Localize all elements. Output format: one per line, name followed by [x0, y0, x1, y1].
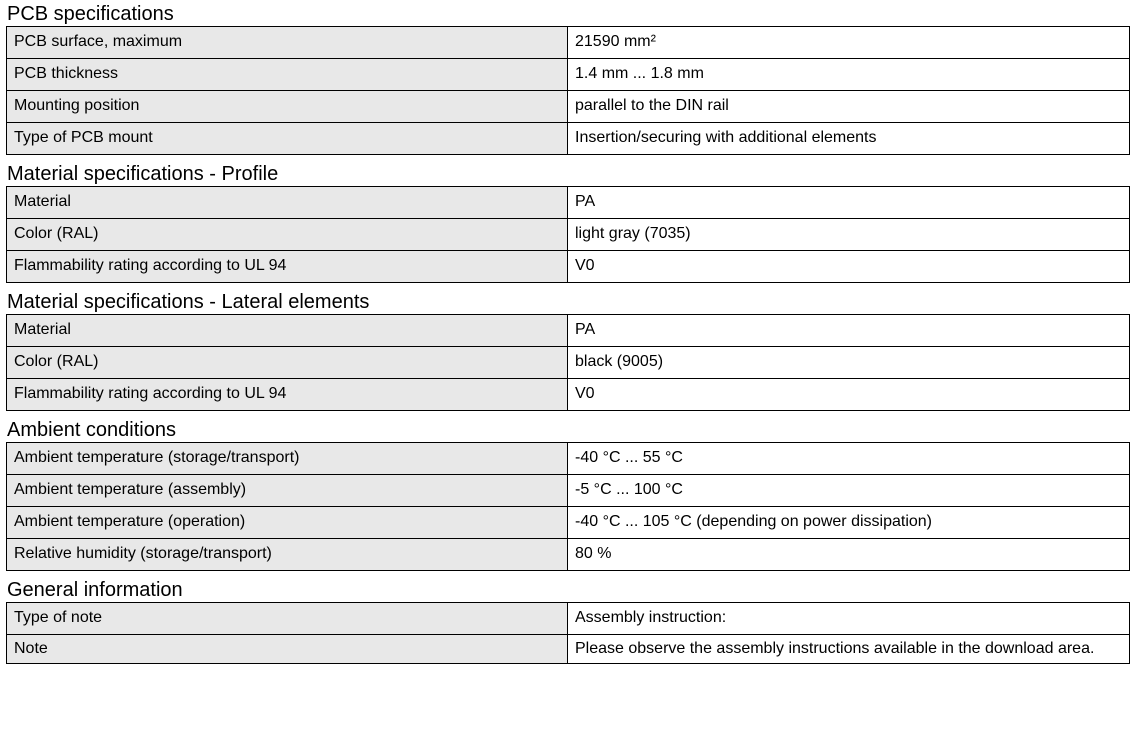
row-label: Material	[7, 187, 568, 219]
table-row	[7, 27, 1130, 59]
row-label: Ambient temperature (storage/transport)	[7, 443, 568, 475]
table-row	[7, 475, 1130, 507]
table-material-lateral	[6, 314, 1130, 411]
table-row	[7, 315, 1130, 347]
row-value: 80 %	[568, 539, 1130, 571]
section-title-material-profile: Material specifications - Profile	[7, 163, 279, 185]
table-ambient-conditions	[6, 442, 1130, 571]
row-label: Color (RAL)	[7, 347, 568, 379]
table-row	[7, 251, 1130, 283]
row-label: Material	[7, 315, 568, 347]
row-label: Ambient temperature (assembly)	[7, 475, 568, 507]
row-value: Please observe the assembly instructions available in the download area.	[568, 635, 1130, 664]
row-value: PA	[568, 187, 1130, 219]
row-label: PCB surface, maximum	[7, 27, 568, 59]
row-value: V0	[568, 251, 1130, 283]
row-value: Insertion/securing with additional elements	[568, 123, 1130, 155]
table-row	[7, 507, 1130, 539]
table-row	[7, 443, 1130, 475]
table-pcb-specifications	[6, 26, 1130, 155]
row-value: Assembly instruction:	[568, 603, 1130, 635]
row-label: Color (RAL)	[7, 219, 568, 251]
section-title-pcb-specifications: PCB specifications	[7, 3, 174, 25]
row-label: Note	[7, 635, 568, 664]
row-label: Ambient temperature (operation)	[7, 507, 568, 539]
row-value: -5 °C ... 100 °C	[568, 475, 1130, 507]
row-label: Type of note	[7, 603, 568, 635]
section-title-ambient-conditions: Ambient conditions	[7, 419, 176, 441]
row-value: 21590 mm²	[568, 27, 1130, 59]
row-label: Mounting position	[7, 91, 568, 123]
table-row	[7, 219, 1130, 251]
table-row	[7, 91, 1130, 123]
row-value: V0	[568, 379, 1130, 411]
row-value: parallel to the DIN rail	[568, 91, 1130, 123]
section-title-material-lateral: Material specifications - Lateral elements	[7, 291, 370, 313]
table-row	[7, 635, 1130, 664]
row-value: black (9005)	[568, 347, 1130, 379]
table-row	[7, 187, 1130, 219]
row-label: Flammability rating according to UL 94	[7, 379, 568, 411]
row-value: PA	[568, 315, 1130, 347]
row-value: -40 °C ... 55 °C	[568, 443, 1130, 475]
table-row	[7, 539, 1130, 571]
table-row	[7, 347, 1130, 379]
table-row	[7, 123, 1130, 155]
table-row	[7, 603, 1130, 635]
row-label: Type of PCB mount	[7, 123, 568, 155]
row-label: Flammability rating according to UL 94	[7, 251, 568, 283]
table-material-profile	[6, 186, 1130, 283]
table-general-information	[6, 602, 1130, 664]
row-value: -40 °C ... 105 °C (depending on power dissipation)	[568, 507, 1130, 539]
row-value: 1.4 mm ... 1.8 mm	[568, 59, 1130, 91]
table-row	[7, 379, 1130, 411]
row-value: light gray (7035)	[568, 219, 1130, 251]
row-label: Relative humidity (storage/transport)	[7, 539, 568, 571]
section-title-general-information: General information	[7, 579, 183, 601]
table-row	[7, 59, 1130, 91]
row-label: PCB thickness	[7, 59, 568, 91]
spec-document	[6, 0, 1130, 669]
